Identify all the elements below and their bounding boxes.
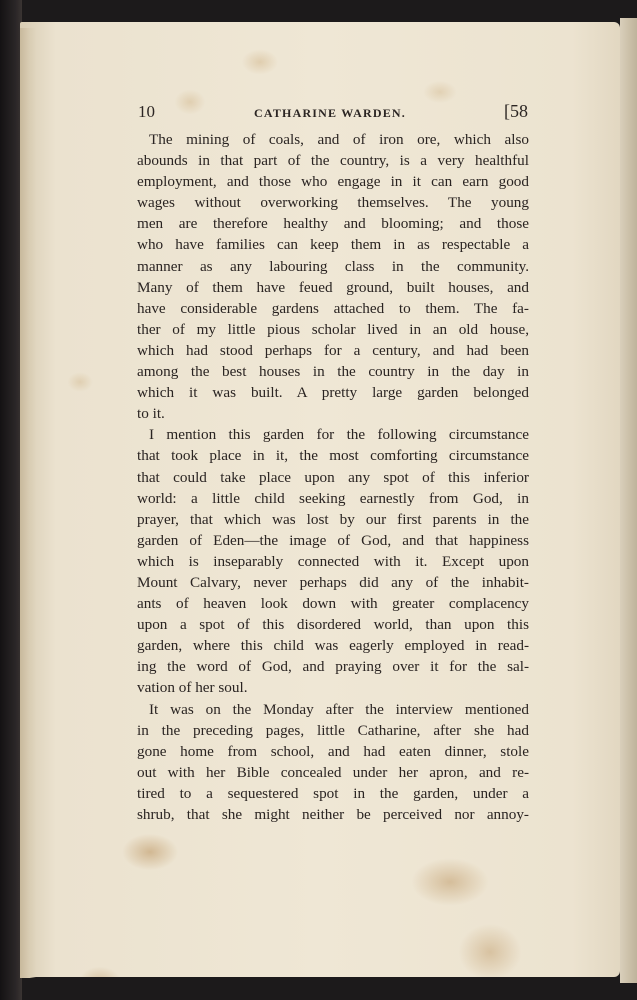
book-spine-edge	[0, 0, 22, 1000]
text-line: out with her Bible concealed under her apron, and re-	[137, 763, 529, 781]
text-line: I mention this garden for the following circumstance	[149, 426, 529, 444]
text-line: It was on the Monday after the interview mentioned	[149, 700, 529, 718]
text-line: wages without overworking themselves. The young	[137, 194, 529, 212]
text-line: prayer, that which was lost by our first parents in the	[137, 510, 529, 528]
text-line: men are therefore healthy and blooming; and those	[137, 215, 529, 233]
signature-mark: [58	[504, 101, 528, 121]
text-line: garden of Eden—the image of God, and that happiness	[137, 531, 529, 549]
text-line: that could take place upon any spot of this inferior	[137, 468, 529, 486]
text-line: to it.	[137, 405, 165, 423]
page-number: 10	[138, 102, 155, 121]
text-line: Mount Calvary, never perhaps did any of the inhabit-	[137, 573, 529, 591]
page-gutter-shadow	[20, 28, 36, 978]
text-line: tired to a sequestered spot in the garden, under a	[137, 784, 529, 802]
text-line: ing the word of God, and praying over it for the sal-	[137, 658, 529, 676]
text-line: world: a little child seeking earnestly from God, in	[137, 489, 529, 507]
text-line: gone home from school, and had eaten dinner, stole	[137, 742, 529, 760]
text-line: garden, where this child was eagerly employed in read-	[137, 637, 529, 655]
text-line: ants of heaven look down with greater complacency	[137, 595, 529, 613]
text-line: The mining of coals, and of iron ore, which also	[149, 131, 529, 148]
running-title: CATHARINE WARDEN.	[254, 106, 406, 120]
text-line: among the best houses in the country in the day in	[137, 363, 529, 381]
text-line: ther of my little pious scholar lived in an old house,	[137, 320, 529, 338]
text-line: have considerable gardens attached to them. The fa-	[137, 299, 529, 317]
body-text	[137, 129, 529, 825]
page-stack-edge	[620, 18, 637, 983]
text-line: which it was built. A pretty large garden belonged	[137, 384, 529, 402]
text-line: employment, and those who engage in it can earn good	[137, 173, 529, 191]
text-line: vation of her soul.	[137, 679, 248, 697]
text-line: which is inseparably connected with it. Except upon	[137, 552, 529, 570]
text-line: manner as any labouring class in the community.	[137, 257, 529, 275]
text-line: who have families can keep them in as respectable a	[137, 236, 529, 254]
text-line: that took place in it, the most comforting circumstance	[137, 447, 529, 465]
text-line: in the preceding pages, little Catharine, after she had	[137, 721, 529, 739]
text-line: which had stood perhaps for a century, and had been	[137, 341, 529, 359]
text-line: shrub, that she might neither be perceived nor annoy-	[137, 806, 529, 823]
text-line: upon a spot of this disordered world, than upon this	[137, 616, 529, 634]
running-header	[138, 100, 530, 126]
text-line: abounds in that part of the country, is a very healthful	[137, 152, 529, 170]
text-line: Many of them have feued ground, built houses, and	[137, 278, 529, 296]
